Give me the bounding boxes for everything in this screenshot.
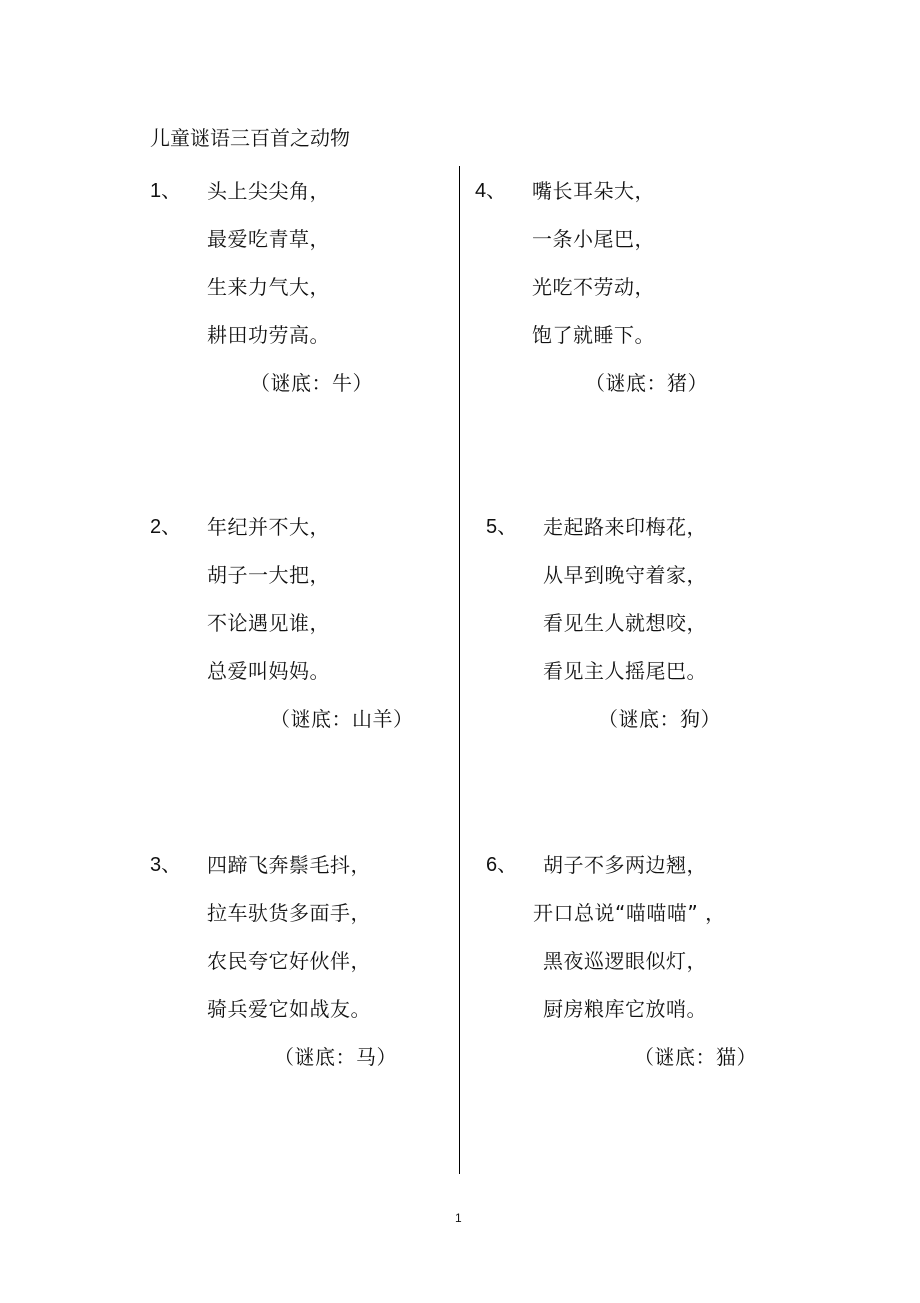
riddle-line: 生来力气大， [207, 275, 330, 299]
riddle-line: 年纪并不大， [207, 515, 330, 539]
riddle-number: 4、 [475, 180, 507, 202]
riddle-line: 不论遇见谁， [207, 611, 330, 635]
riddle-answer: （谜底：马） [274, 1045, 397, 1069]
riddle-line: 走起路来印梅花， [543, 515, 707, 539]
riddle-answer: （谜底：狗） [598, 707, 721, 731]
riddle-line: 胡子不多两边翘， [543, 853, 707, 877]
riddle-line: 头上尖尖角， [207, 179, 330, 203]
riddle-line: 光吃不劳动， [532, 275, 655, 299]
riddle-lines [207, 513, 330, 705]
riddle-line: 饱了就睡下。 [532, 323, 655, 347]
riddle-line: 总爱叫妈妈。 [207, 659, 330, 683]
riddle-answer: （谜底：牛） [250, 371, 373, 395]
riddle-line: 骑兵爱它如战友。 [207, 997, 371, 1021]
riddle-line: 开口总说“喵喵喵” ， [533, 901, 726, 925]
riddle-line: 胡子一大把， [207, 563, 330, 587]
riddle-lines [207, 177, 330, 369]
riddle-number: 6、 [486, 854, 518, 876]
riddle-number: 5、 [486, 516, 518, 538]
page-number: 1 [455, 1211, 462, 1225]
riddle-line: 一条小尾巴， [532, 227, 655, 251]
riddle-line: 嘴长耳朵大， [532, 179, 655, 203]
riddle-answer: （谜底：山羊） [270, 707, 414, 731]
riddle-line: 看见主人摇尾巴。 [543, 659, 707, 683]
riddle-line: 最爱吃青草， [207, 227, 330, 251]
riddle-answer: （谜底：猪） [585, 371, 708, 395]
riddle-line: 黑夜巡逻眼似灯， [543, 949, 707, 973]
riddle-lines [533, 851, 726, 1043]
riddle-lines [543, 513, 707, 705]
riddle-answer: （谜底：猫） [634, 1045, 757, 1069]
riddle-line: 拉车驮货多面手， [207, 901, 371, 925]
riddle-line: 从早到晚守着家， [543, 563, 707, 587]
document-title: 儿童谜语三百首之动物 [150, 126, 350, 150]
riddle-lines [532, 177, 655, 369]
riddle-line: 农民夸它好伙伴， [207, 949, 371, 973]
riddle-lines [207, 851, 371, 1043]
riddle-line: 四蹄飞奔鬃毛抖， [207, 853, 371, 877]
riddle-number: 1、 [150, 180, 182, 202]
column-divider [459, 166, 460, 1174]
riddle-line: 看见生人就想咬， [543, 611, 707, 635]
riddle-number: 2、 [150, 516, 182, 538]
riddle-number: 3、 [150, 854, 182, 876]
riddle-line: 厨房粮库它放哨。 [543, 997, 707, 1021]
riddle-line: 耕田功劳高。 [207, 323, 330, 347]
